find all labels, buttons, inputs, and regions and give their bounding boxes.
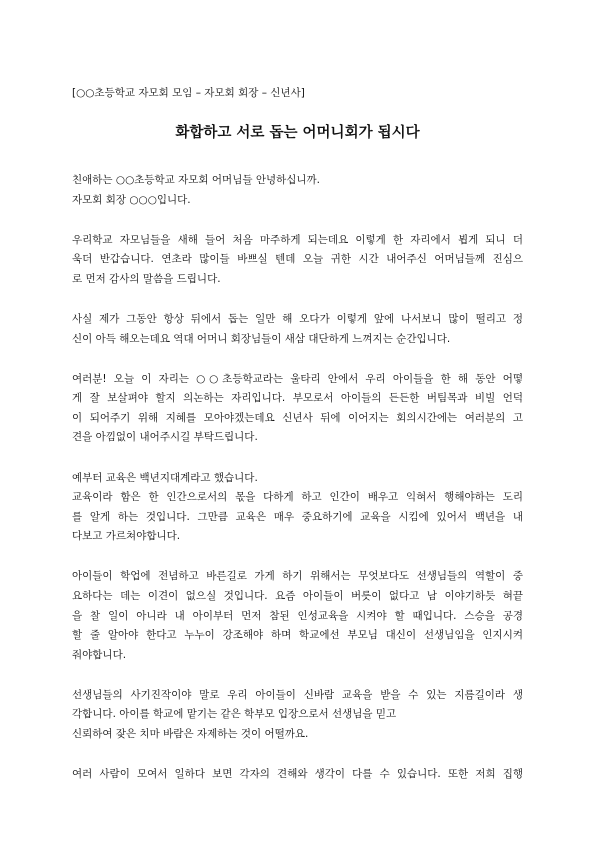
paragraph-line: 로 먼저 감사의 말씀을 드립니다.: [72, 272, 221, 285]
paragraph-line: 우리학교 자모님들을 새해 들어 처음 마주하게 되는데요 이렇게 한 자리에서 뵙게 되니 더: [72, 233, 523, 246]
paragraph-line: 을 찰 일이 아니라 내 아이부터 먼저 참된 인성교육을 시켜야 할 때입니다. 스승을 공경: [72, 609, 523, 622]
paragraph-line: 아이들이 학업에 전념하고 바른길로 가게 하기 위해서는 무엇보다도 선생님들의 역할이 중: [72, 570, 523, 583]
paragraph-line: 요하다는 데는 이견이 없으실 것입니다. 요즘 아이들이 버릇이 없다고 남 이야기하듯 혀끝: [72, 590, 523, 602]
paragraph: [72, 765, 523, 785]
paragraph-line: 게 잘 보살펴야 할지 의논하는 자리입니다. 부모로서 아이들의 든든한 버팀목과 비빌 언덕: [72, 392, 523, 405]
paragraph-line: 예부터 교육은 백년지대계라고 했습니다.: [72, 471, 258, 484]
paragraph-line: 견을 아낌없이 내어주시길 부탁드립니다.: [72, 431, 258, 444]
paragraph-line: 자모회 회장 ○○○입니다.: [72, 193, 191, 206]
document-title: 화합하고 서로 돕는 어머니회가 됩시다: [175, 125, 420, 141]
paragraph: [72, 310, 523, 349]
paragraph-line: 이 되어주기 위해 지혜를 모아야겠는데요 신년사 뒤에 이어지는 회의시간에는 여러분의 고: [72, 411, 523, 424]
paragraph-line: 사실 제가 그동안 항상 뒤에서 돕는 일만 해 오다가 이렇게 앞에 나서보니 많이 떨리고 정: [72, 312, 523, 325]
paragraph-line: 신뢰하여 잦은 치마 바람은 자제하는 것이 어떨까요.: [72, 728, 309, 741]
paragraph-line: 선생님들의 사기진작이야 말로 우리 아이들이 신바람 교육을 받을 수 있는 지름길이라 생: [72, 688, 523, 701]
paragraph-line: 교육이라 함은 한 인간으로서의 몫을 다하게 하고 인간이 배우고 익혀서 행해야하는 도리: [72, 491, 523, 504]
paragraph: [72, 567, 523, 665]
paragraph-line: 할 줄 알아야 한다고 누누이 강조해야 하며 학교에선 부모님 대신이 선생님임을 인지시켜: [72, 629, 523, 642]
document-header: [○○초등학교 자모회 모임 – 자모회 회장 – 신년사]: [72, 87, 305, 99]
paragraph: [72, 370, 523, 448]
paragraph-line: 친애하는 ○○초등학교 자모회 어머님들 안녕하십니까.: [72, 174, 321, 186]
paragraph: [72, 469, 523, 547]
document-body: [72, 171, 523, 805]
paragraph-line: 욱더 반갑습니다. 연초라 많이들 바쁘실 텐데 오늘 귀한 시간 내어주신 어머님들께 진심으: [72, 253, 523, 266]
paragraph-line: 다보고 가르쳐야합니다.: [72, 530, 181, 543]
paragraph-line: 줘야합니다.: [72, 648, 127, 661]
paragraph-line: 여러 사람이 모여서 일하다 보면 각자의 견해와 생각이 다를 수 있습니다. 또한 저희 집행: [72, 768, 523, 781]
paragraph: [72, 171, 523, 210]
paragraph-line: 신이 아득 해오는데요 역대 어머니 회장님들이 새삼 대단하게 느껴지는 순간입니다.: [72, 332, 451, 345]
paragraph-line: 각합니다. 아이를 학교에 맡기는 같은 학부모 입장으로서 선생님을 믿고: [72, 708, 397, 721]
paragraph: [72, 231, 523, 290]
paragraph-line: 여러분! 오늘 이 자리는 ○○초등학교라는 울타리 안에서 우리 아이들을 한 해 동안 어떻: [72, 372, 523, 385]
paragraph: [72, 686, 523, 745]
paragraph-line: 를 알게 하는 것입니다. 그만큼 교육은 매우 중요하기에 교육을 시킴에 있어서 백년을 내: [72, 510, 523, 523]
